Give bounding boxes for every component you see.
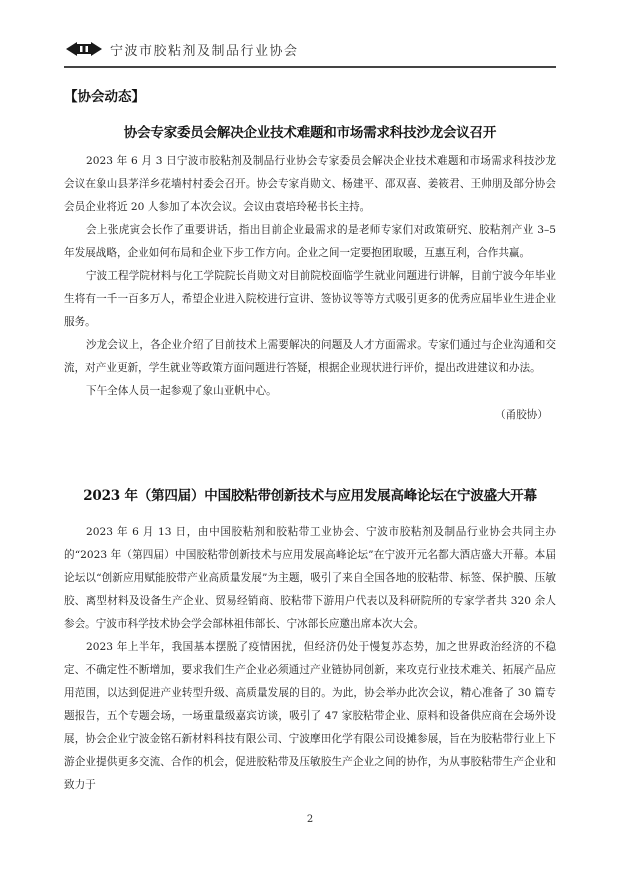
association-logo-icon bbox=[64, 40, 104, 58]
article2-paragraph: 2023 年上半年，我国基本摆脱了疫情困扰，但经济仍处于慢复苏态势，加之世界政治经济的不稳定、不确定性不断增加，要求我们生产企业必须通过产业链协同创新，来攻克行业技术难关、拓展产品应用范围，以达到促进产业转型升级、高质量发展的目的。为此，协会举办此次会议，精心准备了 30 篇专题报告，五个专题会场，一场重量级嘉宾访谈，吸引了 47 家胶粘带企业、原料和设备供应商在会场外设展，协会企业宁波金铭石新材料科技有限公司、宁波摩田化学有限公司设摊参展，旨在为胶粘带行业上下游企业提供更多交流、合作的机会，促进胶粘带及压敏胶生产企业之间的协作，为从事胶粘带生产企业和致力于 bbox=[64, 641, 556, 791]
page-number: 2 bbox=[306, 814, 314, 825]
article1-signature: （甬胶协） bbox=[495, 409, 548, 421]
header-divider bbox=[64, 66, 556, 68]
header-org-name: 宁波市胶粘剂及制品行业协会 bbox=[110, 44, 299, 59]
article1-paragraph: 下午全体人员一起参观了象山亚帆中心。 bbox=[86, 385, 277, 397]
article1-paragraph: 会上张虎寅会长作了重要讲话，指出目前企业最需求的是老师专家们对政策研究、胶粘剂产业 3–5 年发展战略，企业如何布局和企业下步工作方向。企业之间一定要抱团取暖，互惠互利，合作共赢。 bbox=[64, 224, 556, 259]
article1-paragraph: 宁波工程学院材料与化工学院院长肖勋文对目前院校面临学生就业问题进行讲解，目前宁波今年毕业生将有一千一百多万人，希望企业进入院校进行宣讲、签协议等等方式吸引更多的优秀应届毕业生进企业服务。 bbox=[64, 270, 556, 328]
page-header bbox=[64, 38, 564, 60]
article1-title: 协会专家委员会解决企业技术难题和市场需求科技沙龙会议召开 bbox=[123, 125, 497, 141]
article2-paragraph: 2023 年 6 月 13 日，由中国胶粘剂和胶粘带工业协会、宁波市胶粘剂及制品行业协会共同主办的“2023 年（第四届）中国胶粘带创新技术与应用发展高峰论坛”在宁波开元名都大酒店盛大开幕。本届论坛以“创新应用赋能胶带产业高质量发展”为主题，吸引了来自全国各地的胶粘带、标签、保护膜、压敏胶、离型材料及设备生产企业、贸易经销商、胶粘带下游用户代表以及科研院所的专家学者共 320 余人参会。宁波市科学技术协会学会部林祖伟部长、宁冰部长应邀出席本次大会。 bbox=[64, 526, 556, 630]
article1-paragraph: 沙龙会议上，各企业介绍了目前技术上需要解决的问题及人才方面需求。专家们通过与企业沟通和交流，对产业更新，学生就业等政策方面问题进行答疑，根据企业现状进行评价，提出改进建议和办法。 bbox=[64, 339, 556, 374]
section-label: 【协会动态】 bbox=[64, 89, 145, 105]
article1-paragraph: 2023 年 6 月 3 日宁波市胶粘剂及制品行业协会专家委员会解决企业技术难题和市场需求科技沙龙会议在象山县茅洋乡花墙村村委会召开。协会专家肖勋文、杨建平、邵双喜、姜筱君、王帅朋及部分协会会员企业将近 20 人参加了本次会议。会议由袁培玲秘书长主持。 bbox=[64, 155, 556, 213]
article2-title: 2023 年（第四届）中国胶粘带创新技术与应用发展高峰论坛在宁波盛大开幕 bbox=[83, 488, 537, 504]
